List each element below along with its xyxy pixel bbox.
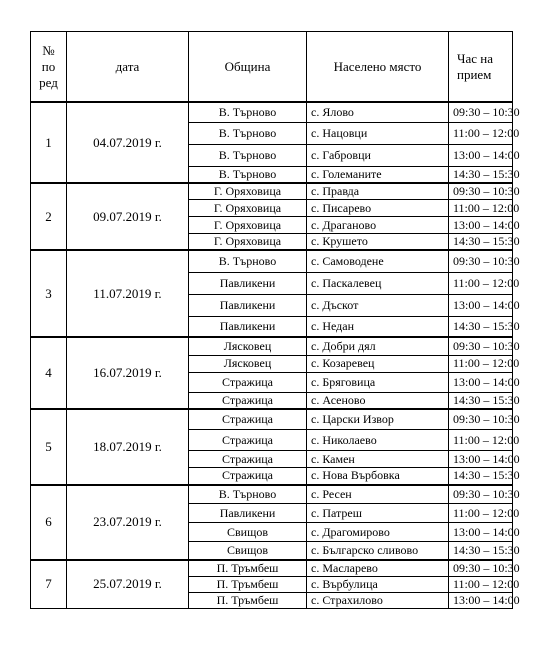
place-cell: с. Писарево — [307, 200, 449, 217]
table-row — [31, 337, 513, 355]
place-cell: с. Царски Извор — [307, 409, 449, 430]
municipality-cell: В. Търново — [189, 144, 307, 166]
municipality-cell: Свищов — [189, 523, 307, 542]
row-number: 2 — [31, 183, 67, 250]
municipality-cell: Свищов — [189, 542, 307, 560]
time-cell: 11:00 – 12:00 — [449, 272, 513, 294]
municipality-cell: Г. Оряховица — [189, 234, 307, 251]
schedule-body — [31, 102, 520, 608]
municipality-cell: В. Търново — [189, 485, 307, 504]
row-date: 04.07.2019 г. — [67, 102, 189, 183]
municipality-cell: Г. Оряховица — [189, 217, 307, 234]
time-cell: 09:30 – 10:30 — [449, 183, 513, 200]
header-number-line: по — [41, 58, 56, 74]
place-cell: с. Крушето — [307, 234, 449, 251]
time-cell: 09:30 – 10:30 — [449, 102, 513, 122]
time-cell: 09:30 – 10:30 — [449, 485, 513, 504]
municipality-cell: Стражица — [189, 392, 307, 409]
table-row — [31, 560, 513, 577]
time-cell: 13:00 – 14:00 — [449, 144, 513, 166]
row-date: 23.07.2019 г. — [67, 485, 189, 560]
place-cell: с. Правда — [307, 183, 449, 200]
table-row — [31, 485, 513, 504]
schedule-table — [30, 31, 520, 609]
time-cell: 11:00 – 12:00 — [449, 122, 513, 144]
municipality-cell: Стражица — [189, 409, 307, 430]
municipality-cell: Павликени — [189, 272, 307, 294]
time-cell: 13:00 – 14:00 — [449, 217, 513, 234]
row-number: 1 — [31, 102, 67, 183]
place-cell: с. Паскалевец — [307, 272, 449, 294]
table-row — [31, 250, 513, 272]
municipality-cell: Стражица — [189, 372, 307, 392]
municipality-cell: В. Търново — [189, 250, 307, 272]
header-number-line: ред — [39, 74, 58, 90]
place-cell: с. Камен — [307, 451, 449, 468]
municipality-cell: П. Тръмбеш — [189, 576, 307, 592]
time-cell: 14:30 – 15:30 — [449, 392, 513, 409]
place-cell: с. Големаните — [307, 166, 449, 183]
header-time-line: Час на — [457, 50, 493, 66]
place-cell: с. Габровци — [307, 144, 449, 166]
time-cell: 11:00 – 12:00 — [449, 576, 513, 592]
time-cell: 09:30 – 10:30 — [449, 337, 513, 355]
column-header-place: Населено място — [307, 32, 449, 103]
time-cell: 09:30 – 10:30 — [449, 409, 513, 430]
column-header-number — [31, 32, 67, 103]
row-date: 25.07.2019 г. — [67, 560, 189, 609]
place-cell: с. Страхилово — [307, 592, 449, 608]
table-row — [31, 102, 513, 122]
time-cell: 13:00 – 14:00 — [449, 372, 513, 392]
row-number: 7 — [31, 560, 67, 609]
place-cell: с. Асеново — [307, 392, 449, 409]
place-cell: с. Самоводене — [307, 250, 449, 272]
place-cell: с. Бряговица — [307, 372, 449, 392]
row-date: 09.07.2019 г. — [67, 183, 189, 250]
row-date: 11.07.2019 г. — [67, 250, 189, 337]
row-date: 18.07.2019 г. — [67, 409, 189, 485]
municipality-cell: В. Търново — [189, 166, 307, 183]
time-cell: 09:30 – 10:30 — [449, 250, 513, 272]
municipality-cell: В. Търново — [189, 122, 307, 144]
table-row — [31, 183, 513, 200]
row-number: 5 — [31, 409, 67, 485]
time-cell: 14:30 – 15:30 — [449, 468, 513, 485]
time-cell: 14:30 – 15:30 — [449, 316, 513, 337]
time-cell: 11:00 – 12:00 — [449, 200, 513, 217]
time-cell: 13:00 – 14:00 — [449, 294, 513, 316]
place-cell: с. Нацовци — [307, 122, 449, 144]
time-cell: 11:00 – 12:00 — [449, 430, 513, 451]
place-cell: с. Масларево — [307, 560, 449, 577]
time-cell: 13:00 – 14:00 — [449, 523, 513, 542]
municipality-cell: Лясковец — [189, 355, 307, 372]
table-row — [31, 409, 513, 430]
place-cell: с. Козаревец — [307, 355, 449, 372]
place-cell: с. Ялово — [307, 102, 449, 122]
place-cell: с. Дъскот — [307, 294, 449, 316]
header-number-line: № — [42, 42, 55, 58]
municipality-cell: Г. Оряховица — [189, 200, 307, 217]
municipality-cell: Стражица — [189, 451, 307, 468]
header-time-line: прием — [457, 66, 492, 82]
row-number: 3 — [31, 250, 67, 337]
municipality-cell: Стражица — [189, 430, 307, 451]
municipality-cell: Лясковец — [189, 337, 307, 355]
column-header-time — [449, 32, 513, 103]
place-cell: с. Драгомирово — [307, 523, 449, 542]
time-cell: 14:30 – 15:30 — [449, 234, 513, 251]
time-cell: 13:00 – 14:00 — [449, 592, 513, 608]
municipality-cell: П. Тръмбеш — [189, 560, 307, 577]
time-cell: 09:30 – 10:30 — [449, 560, 513, 577]
time-cell: 11:00 – 12:00 — [449, 355, 513, 372]
column-header-date: дата — [67, 32, 189, 103]
row-number: 4 — [31, 337, 67, 409]
municipality-cell: Павликени — [189, 294, 307, 316]
time-cell: 14:30 – 15:30 — [449, 166, 513, 183]
place-cell: с. Николаево — [307, 430, 449, 451]
header-row — [31, 32, 513, 103]
time-cell: 13:00 – 14:00 — [449, 451, 513, 468]
municipality-cell: Павликени — [189, 504, 307, 523]
municipality-cell: В. Търново — [189, 102, 307, 122]
municipality-cell: Стражица — [189, 468, 307, 485]
place-cell: с. Недан — [307, 316, 449, 337]
place-cell: с. Добри дял — [307, 337, 449, 355]
place-cell: с. Драганово — [307, 217, 449, 234]
place-cell: с. Нова Върбовка — [307, 468, 449, 485]
time-cell: 14:30 – 15:30 — [449, 542, 513, 560]
municipality-cell: П. Тръмбеш — [189, 592, 307, 608]
place-cell: с. Върбулица — [307, 576, 449, 592]
place-cell: с. Ресен — [307, 485, 449, 504]
place-cell: с. Патреш — [307, 504, 449, 523]
column-header-municipality: Община — [189, 32, 307, 103]
municipality-cell: Г. Оряховица — [189, 183, 307, 200]
row-number: 6 — [31, 485, 67, 560]
place-cell: с. Българско сливово — [307, 542, 449, 560]
municipality-cell: Павликени — [189, 316, 307, 337]
time-cell: 11:00 – 12:00 — [449, 504, 513, 523]
row-date: 16.07.2019 г. — [67, 337, 189, 409]
